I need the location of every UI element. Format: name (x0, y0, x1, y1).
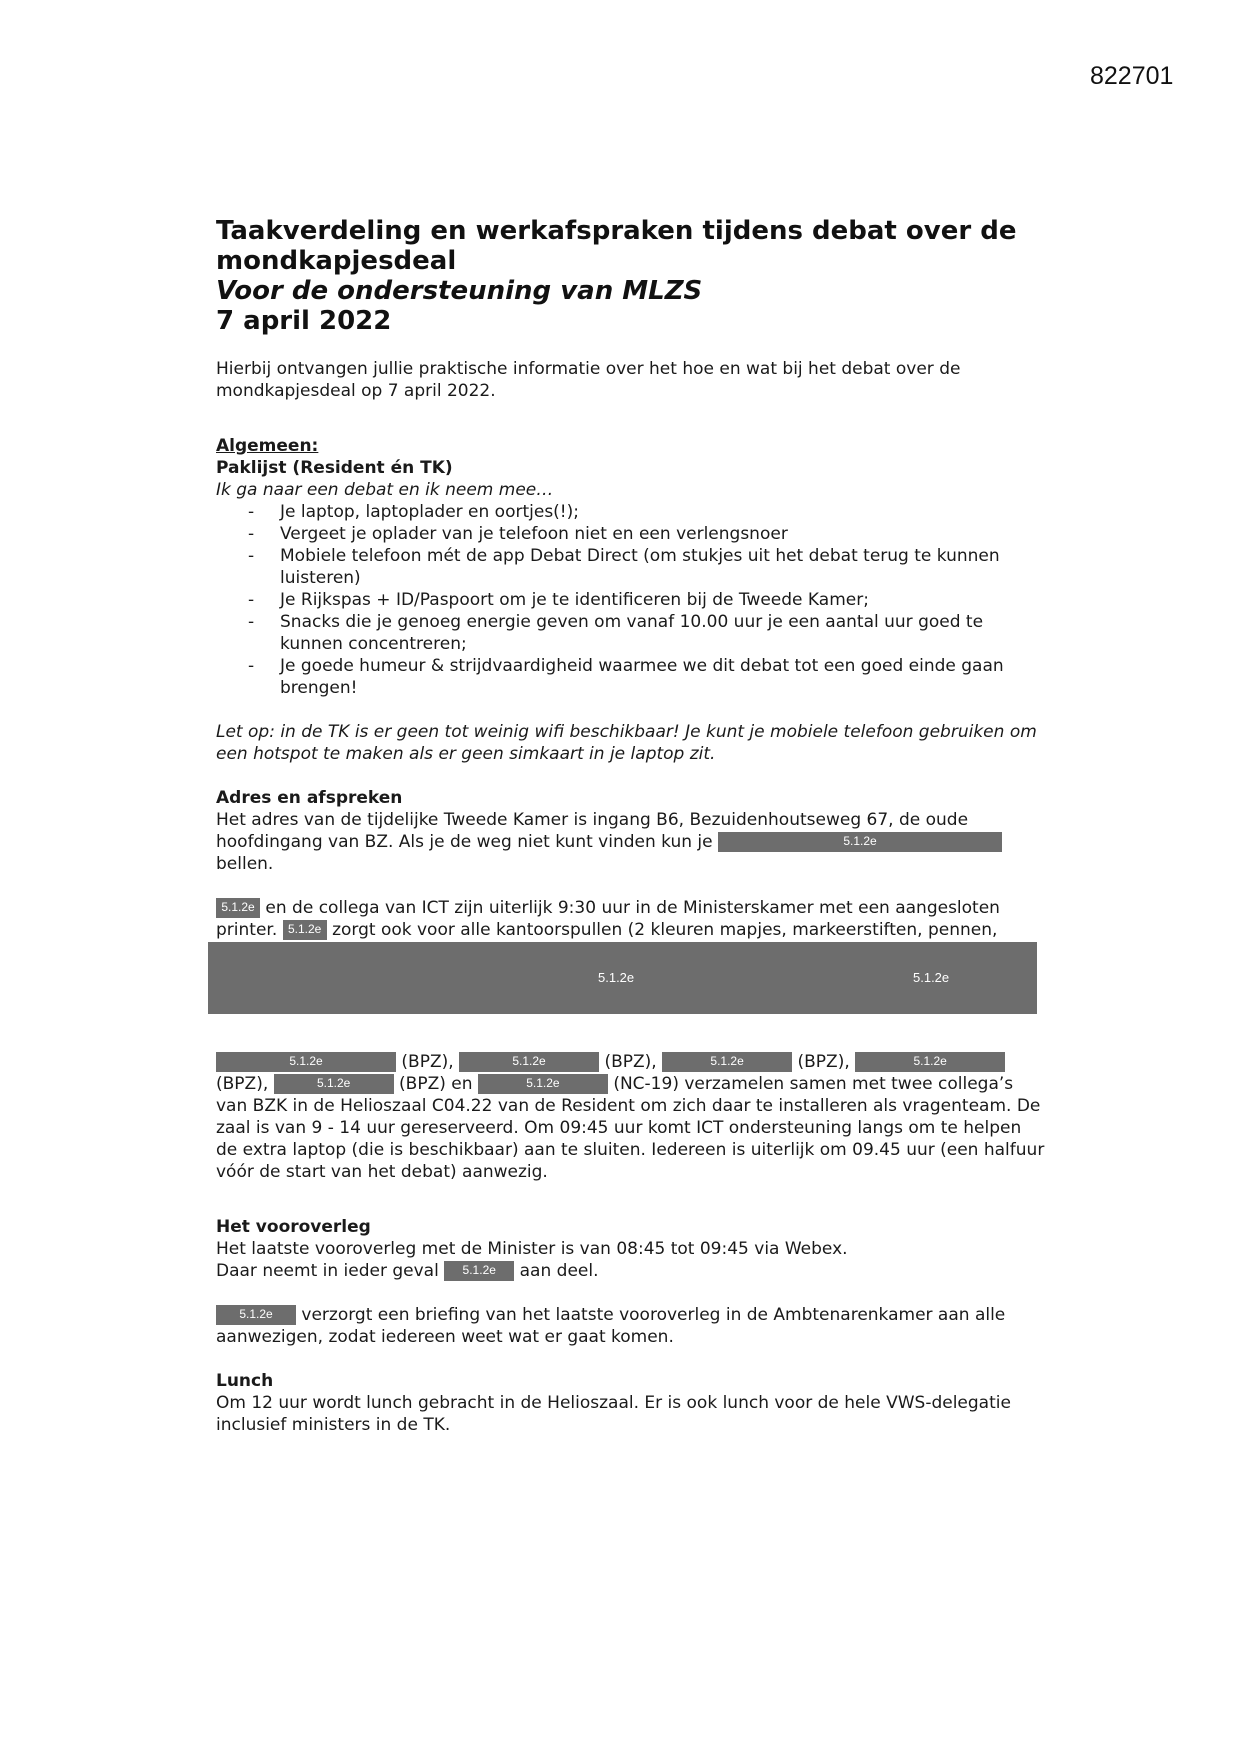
document-number: 822701 (1090, 62, 1174, 90)
title-subtitle: Voor de ondersteuning van MLZS (216, 276, 703, 306)
list-item: - Je goede humeur & strijdvaardigheid waarmee we dit debat tot een goed einde gaan brengen! (248, 655, 1046, 699)
redaction-block: 5.1.2e (216, 898, 260, 918)
section-lunch-heading: Lunch (216, 1371, 274, 1391)
bpz-label: (BPZ) en (399, 1074, 473, 1094)
adres-text-end: bellen. (216, 854, 274, 874)
briefing-text: verzorgt een briefing van het laatste vooroverleg in de Ambtenarenkamer aan alle aanwezigen, zodat iedereen weet wat er gaat komen. (216, 1305, 1006, 1347)
redaction-block: 5.1.2e (444, 1261, 514, 1281)
paklijst-intro: Ik ga naar een debat en ik neem mee… (216, 480, 554, 500)
vooroverleg-text: Daar neemt in ieder geval (216, 1261, 439, 1281)
section-vooroverleg-heading: Het vooroverleg (216, 1217, 371, 1237)
vooroverleg-line-1: Het laatste vooroverleg met de Minister is van 08:45 tot 09:45 via Webex. (216, 1239, 848, 1259)
bpz-label: (BPZ), (604, 1052, 657, 1072)
ict-text-2: zorgt ook voor alle kantoorspullen (2 kleuren mapjes, markeerstiften, pennen, (332, 920, 998, 940)
bpz-label: (BPZ), (797, 1052, 850, 1072)
title-line-2: mondkapjesdeal (216, 246, 457, 276)
list-item: - Je Rijkspas + ID/Paspoort om je te identificeren bij de Tweede Kamer; (248, 589, 1046, 611)
redaction-label: 5.1.2e (913, 970, 950, 985)
paklijst-list (216, 501, 1046, 699)
redaction-block: 5.1.2e (662, 1052, 792, 1072)
briefing-paragraph (216, 1304, 1046, 1348)
ict-text: en de collega van ICT zijn uiterlijk 9:30 uur in de Ministerskamer met een aangesloten printer. (216, 898, 1000, 940)
intro-paragraph: Hierbij ontvangen jullie praktische informatie over het hoe en wat bij het debat over de mondkapjesdeal op 7 april 2022. (216, 359, 961, 401)
paklijst-heading: Paklijst (Resident én TK) (216, 458, 453, 478)
vragenteam-text: (NC-19) verzamelen samen met twee collega’s van BZK in de Helioszaal C04.22 van de Resident om zich daar te installeren als vragenteam. De zaal is van 9 - 14 uur gereserveerd. Om 09:45 uur komt ICT ondersteuning langs om te helpen de extra laptop (die is beschikbaar) aan te sluiten. Iedereen is uiterlijk om 09.45 uur (een halfuur vóór de start van het debat) aanwezig. (216, 1074, 1045, 1182)
redaction-block: 5.1.2e (283, 920, 327, 940)
list-item: - Mobiele telefoon mét de app Debat Direct (om stukjes uit het debat terug te kunnen luisteren) (248, 545, 1046, 589)
redaction-block: 5.1.2e (855, 1052, 1005, 1072)
large-redaction-block (208, 942, 1037, 1014)
list-item: - Je laptop, laptoplader en oortjes(!); (248, 501, 1046, 523)
lunch-text: Om 12 uur wordt lunch gebracht in de Helioszaal. Er is ook lunch voor de hele VWS-delegatie inclusief ministers in de TK. (216, 1393, 1011, 1435)
vooroverleg-line-2 (216, 1260, 1046, 1282)
wifi-note: Let op: in de TK is er geen tot weinig wifi beschikbaar! Je kunt je mobiele telefoon gebruiken om een hotspot te maken als er geen simkaart in je laptop zit. (216, 722, 1037, 764)
redaction-block: 5.1.2e (478, 1074, 608, 1094)
redaction-block: 5.1.2e (216, 1305, 296, 1325)
adres-paragraph (216, 809, 1046, 875)
redaction-label: 5.1.2e (598, 970, 635, 985)
vragenteam-paragraph (216, 1051, 1046, 1183)
list-item: - Vergeet je oplader van je telefoon niet en een verlengsnoer (248, 523, 1046, 545)
section-algemeen-heading: Algemeen: (216, 436, 319, 456)
document-title (216, 216, 1046, 336)
list-item: - Snacks die je genoeg energie geven om vanaf 10.00 uur je een aantal uur goed te kunnen concentreren; (248, 611, 1046, 655)
section-adres-heading: Adres en afspreken (216, 788, 403, 808)
vooroverleg-text-end: aan deel. (519, 1261, 599, 1281)
redaction-block: 5.1.2e (459, 1052, 599, 1072)
bpz-label: (BPZ), (216, 1074, 269, 1094)
adres-text: Het adres van de tijdelijke Tweede Kamer is ingang B6, Bezuidenhoutseweg 67, de oude hoofdingang van BZ. Als je de weg niet kunt vinden kun je (216, 810, 969, 852)
document-body (216, 216, 1046, 1436)
title-line-1: Taakverdeling en werkafspraken tijdens debat over de (216, 216, 1017, 246)
title-date: 7 april 2022 (216, 306, 392, 336)
redaction-block: 5.1.2e (274, 1074, 394, 1094)
bpz-label: (BPZ), (401, 1052, 454, 1072)
redaction-block: 5.1.2e (216, 1052, 396, 1072)
redaction-block: 5.1.2e (718, 832, 1002, 852)
